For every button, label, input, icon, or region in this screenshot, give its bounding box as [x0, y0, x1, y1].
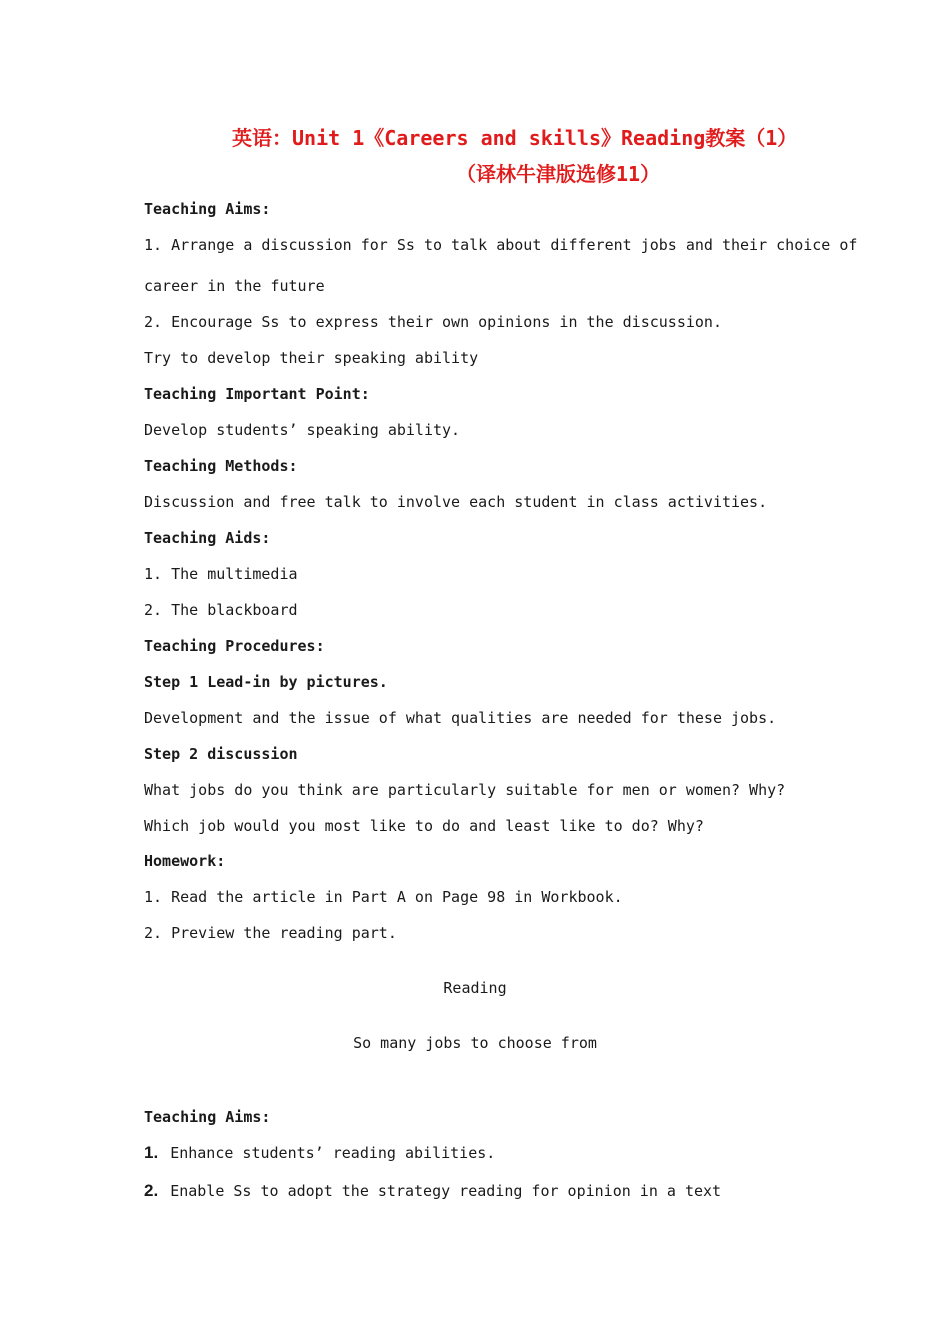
reading-aims-heading: Teaching Aims:: [144, 1108, 271, 1126]
aim-1-line-b: career in the future: [144, 277, 325, 295]
homework-1: 1. Read the article in Part A on Page 98 in Workbook.: [144, 888, 623, 906]
homework-2: 2. Preview the reading part.: [144, 924, 397, 942]
step-2-question-1: What jobs do you think are particularly suitable for men or women? Why?: [144, 781, 786, 799]
aim-1-line-a: 1. Arrange a discussion for Ss to talk about different jobs and their choice of: [144, 236, 858, 254]
document-title: 英语：Unit 1《Careers and skills》Reading教案（1）: [232, 126, 798, 150]
reading-aim-item: [144, 1143, 495, 1163]
teaching-aims-heading: Teaching Aims:: [144, 200, 271, 218]
step-1-text: Development and the issue of what qualities are needed for these jobs.: [144, 709, 777, 727]
aids-heading: Teaching Aids:: [144, 529, 271, 547]
aim-2: 2. Encourage Ss to express their own opinions in the discussion.: [144, 313, 722, 331]
methods-text: Discussion and free talk to involve each student in class activities.: [144, 493, 768, 511]
aid-2: 2. The blackboard: [144, 601, 298, 619]
reading-heading: Reading: [443, 979, 507, 997]
step-2-heading: Step 2 discussion: [144, 745, 298, 763]
list-number: 2.: [144, 1181, 159, 1200]
aid-1: 1. The multimedia: [144, 565, 298, 583]
important-point-text: Develop students’ speaking ability.: [144, 421, 461, 439]
list-number: 1.: [144, 1143, 159, 1162]
reading-aim-item: [144, 1181, 721, 1201]
reading-aim-text: Enable Ss to adopt the strategy reading for opinion in a text: [170, 1182, 722, 1200]
methods-heading: Teaching Methods:: [144, 457, 298, 475]
aim-3: Try to develop their speaking ability: [144, 349, 479, 367]
step-2-question-2: Which job would you most like to do and least like to do? Why?: [144, 817, 704, 835]
reading-aim-text: Enhance students’ reading abilities.: [170, 1144, 496, 1162]
important-point-heading: Teaching Important Point:: [144, 385, 370, 403]
procedures-heading: Teaching Procedures:: [144, 637, 325, 655]
document-subtitle: （译林牛津版选修11）: [456, 162, 661, 186]
step-1-heading: Step 1 Lead-in by pictures.: [144, 673, 388, 691]
homework-heading: Homework:: [144, 852, 226, 870]
reading-subheading: So many jobs to choose from: [353, 1034, 597, 1052]
